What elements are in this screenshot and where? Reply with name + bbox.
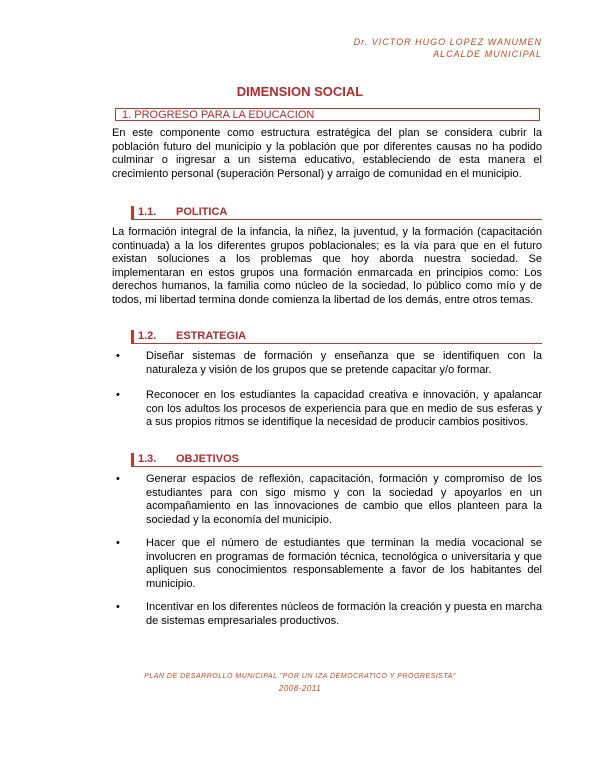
document-header xyxy=(354,36,542,60)
subsection-title: OBJETIVOS xyxy=(176,453,239,465)
subsection-number: 1.3. xyxy=(138,453,157,465)
subsection-objetivos xyxy=(131,453,542,467)
subsection-number: 1.1. xyxy=(138,206,157,218)
header-author: Dr. VICTOR HUGO LOPEZ WANUMEN xyxy=(353,37,542,47)
intro-paragraph: En este componente como estructura estratégica del plan se considera cubrir la población futuro del municipio y la población que por diferentes causas no ha podido culminar o ingresar a un sistema educativo, estableciendo de esta manera el crecimiento personal (superación Personal) y arraigo de comunidad en el municipio. xyxy=(112,127,542,180)
list-item-text: Reconocer en los estudiantes la capacidad creativa e innovación, y apalancar con los adultos los procesos de experiencia para que en medio de sus esferas y a sus propios ritmos se identifique la necesidad de producir cambios positivos. xyxy=(146,389,542,429)
subsection-marker xyxy=(131,206,134,219)
page-title: DIMENSION SOCIAL xyxy=(236,84,364,99)
bullet-icon: • xyxy=(116,473,120,485)
header-role: ALCALDE MUNICIPAL xyxy=(433,49,542,59)
subsection-title: ESTRATEGIA xyxy=(176,330,247,342)
politica-paragraph: La formación integral de la infancia, la niñez, la juventud, y la formación (capacitación continuada) a la los diferentes grupos poblacionales; es la vía para que en el futuro existan soluciones a los problemas que hoy aborda nuestra sociedad. Se implementaran en estos grupos una formación enmarcada en principios como: Los derechos humanos, la familia como núcleo de la sociedad, lo público como mío y de todos, mi libertad termina donde comienza la libertad de los demás, entre otros temas. xyxy=(112,226,542,306)
list-item-text: Hacer que el número de estudiantes que terminan la media vocacional se involucren en programas de formación técnica, tecnológica o universitaria y que apliquen sus conocimientos responsablemente a favor de los habitantes del municipio. xyxy=(146,537,542,590)
subsection-estrategia xyxy=(131,330,542,344)
list-item-text: Incentivar en los diferentes núcleos de formación la creación y puesta en marcha de sistemas empresariales productivos. xyxy=(146,601,542,627)
subsection-politica xyxy=(131,206,542,220)
section-heading: 1. PROGRESO PARA LA EDUCACION xyxy=(115,108,540,121)
footer-plan-title: PLAN DE DESARROLLO MUNICIPAL "POR UN IZA DEMOCRATICO Y PROGRESISTA" xyxy=(144,673,456,680)
bullet-icon: • xyxy=(116,537,120,549)
subsection-number: 1.2. xyxy=(138,330,157,342)
subsection-marker xyxy=(131,453,134,466)
subsection-title: POLITICA xyxy=(176,206,228,218)
footer-period: 2008-2011 xyxy=(278,684,322,693)
bullet-icon: • xyxy=(116,350,120,362)
list-item-text: Generar espacios de reflexión, capacitación, formación y compromiso de los estudiantes para con sigo mismo y con la sociedad y apoyarlos en un acompañamiento en las innovaciones de cambio que ellos planteen para la sociedad y la economía del municipio. xyxy=(146,473,542,526)
bullet-icon: • xyxy=(116,389,120,401)
bullet-icon: • xyxy=(116,601,120,613)
subsection-marker xyxy=(131,330,134,343)
list-item-text: Diseñar sistemas de formación y enseñanza que se identifiquen con la naturaleza y visión de los grupos que se pretende capacitar y/o formar. xyxy=(146,350,542,376)
